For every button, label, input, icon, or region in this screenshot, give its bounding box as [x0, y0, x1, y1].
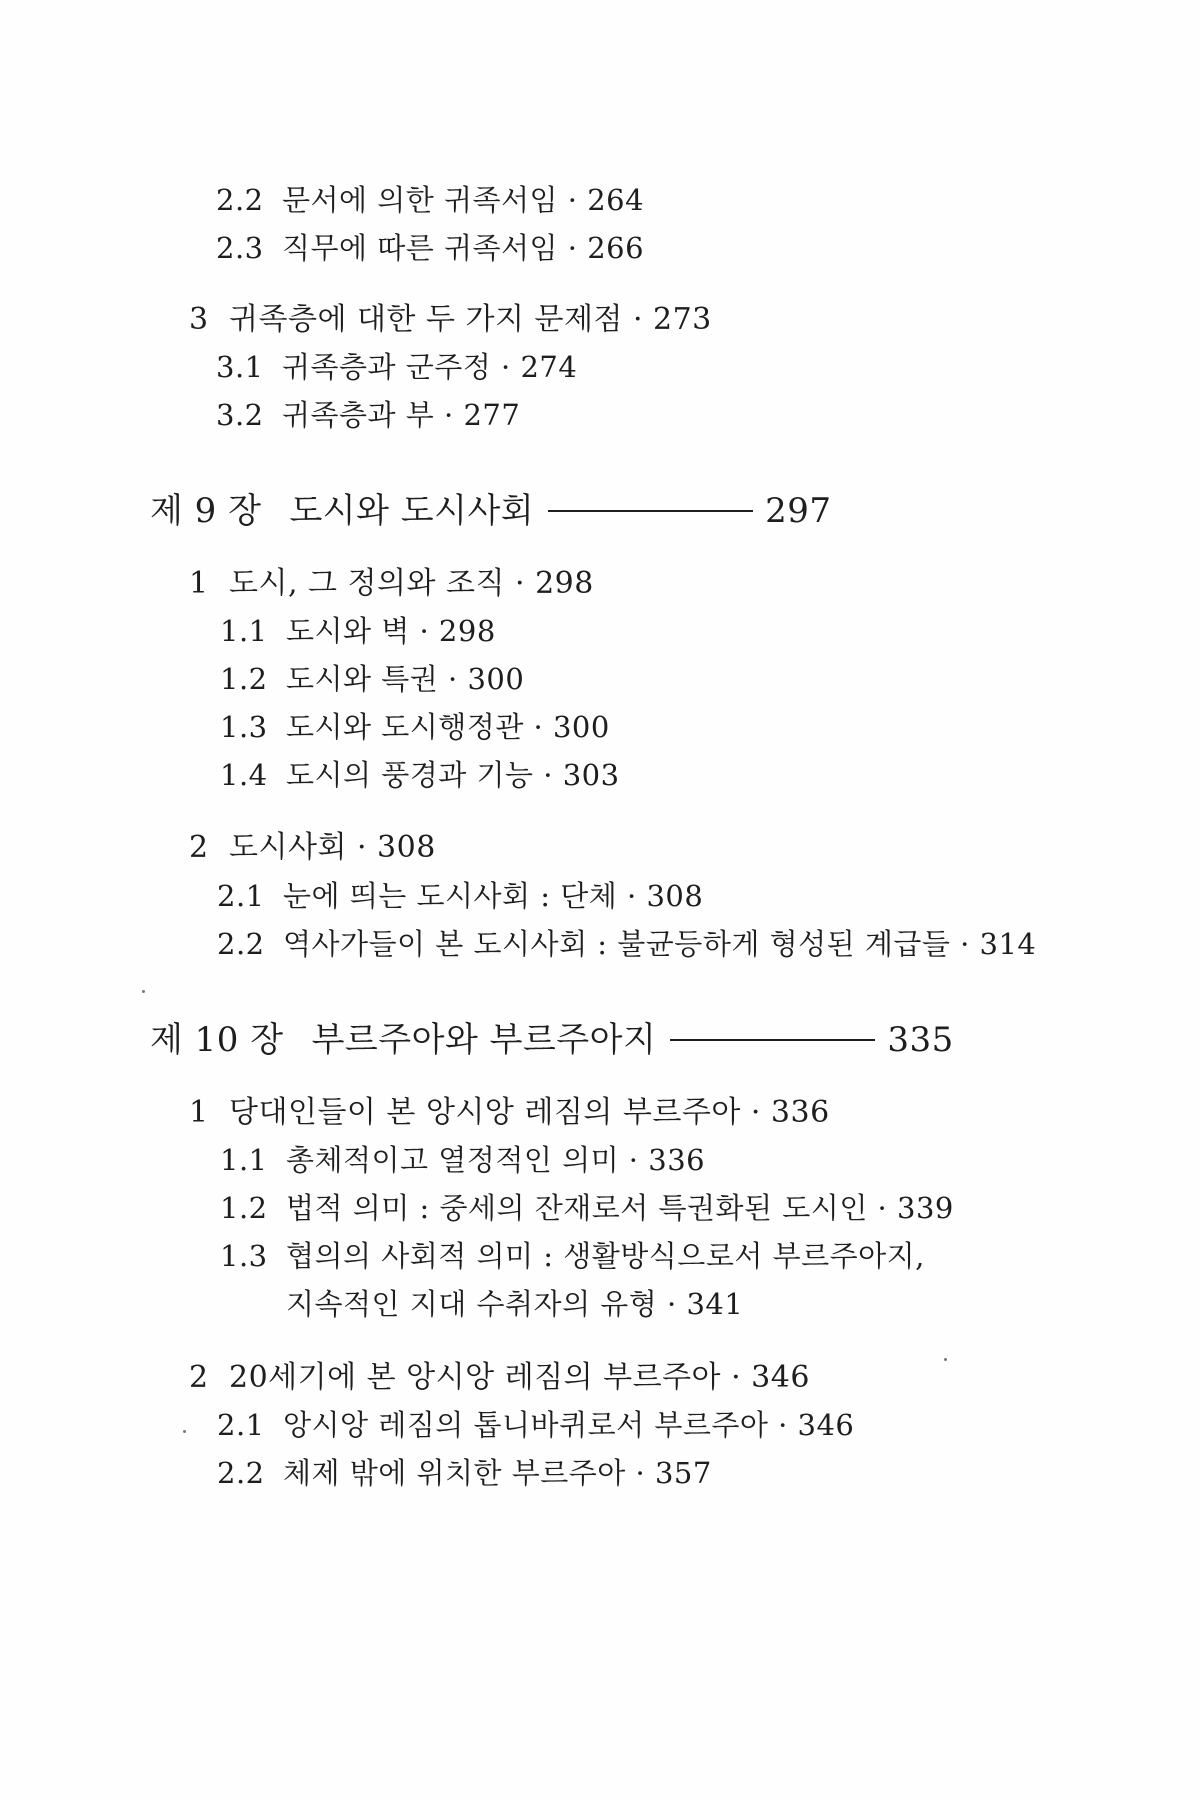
toc-subsection — [220, 710, 610, 744]
subsection-number: 1.4 — [220, 758, 268, 792]
subsection-title: 지속적인 지대 수취자의 유형 · 341 — [286, 1287, 744, 1321]
subsection-title: 역사가들이 본 도시사회 : 불균등하게 형성된 계급들 · 314 — [283, 927, 1037, 961]
subsection-number: 3.1 — [216, 350, 264, 384]
section-title: 도시사회 · 308 — [229, 830, 436, 865]
subsection-number: 1.3 — [220, 1239, 268, 1273]
subsection-title: 도시와 벽 · 298 — [286, 614, 496, 648]
chapter-page: 335 — [887, 1020, 954, 1060]
toc-subsection — [216, 350, 578, 384]
toc-subsection — [220, 758, 620, 792]
toc-subsection — [217, 927, 1037, 961]
subsection-number: 2.1 — [217, 879, 265, 913]
section-number: 2 — [189, 1360, 209, 1395]
subsection-number: 2.3 — [216, 231, 264, 265]
subsection-title: 귀족층과 부 · 277 — [282, 398, 521, 432]
scan-speck — [183, 1430, 186, 1433]
toc-subsection — [220, 1191, 954, 1225]
toc-subsection — [217, 1408, 855, 1442]
subsection-number: 1.2 — [220, 662, 268, 696]
subsection-title: 도시의 풍경과 기능 · 303 — [286, 758, 620, 792]
subsection-number: 2.2 — [217, 1456, 265, 1490]
section-title: 도시, 그 정의와 조직 · 298 — [229, 566, 594, 601]
subsection-number: 1.1 — [220, 1143, 268, 1177]
subsection-title: 체제 밖에 위치한 부르주아 · 357 — [283, 1456, 712, 1490]
subsection-number: 1.1 — [220, 614, 268, 648]
leader-rule — [548, 510, 753, 512]
toc-subsection — [220, 1143, 706, 1177]
chapter-page: 297 — [765, 491, 832, 531]
subsection-title: 법적 의미 : 중세의 잔재로서 특권화된 도시인 · 339 — [286, 1191, 954, 1225]
toc-section — [189, 566, 594, 601]
chapter-title: 도시와 도시사회 — [289, 491, 535, 531]
chapter-label: 제 9 장 — [150, 491, 262, 531]
subsection-title: 총체적이고 열정적인 의미 · 336 — [286, 1143, 706, 1177]
toc-chapter-9 — [150, 491, 832, 531]
section-number: 1 — [189, 1095, 209, 1130]
toc-subsection — [220, 662, 525, 696]
toc-section — [189, 1095, 830, 1130]
subsection-title: 협의의 사회적 의미 : 생활방식으로서 부르주아지, — [286, 1239, 925, 1273]
toc-section — [189, 302, 712, 337]
subsection-title: 도시와 도시행정관 · 300 — [286, 710, 610, 744]
subsection-number: 2.1 — [217, 1408, 265, 1442]
section-title: 20세기에 본 앙시앙 레짐의 부르주아 · 346 — [229, 1360, 810, 1395]
section-title: 귀족층에 대한 두 가지 문제점 · 273 — [229, 302, 712, 337]
section-title: 당대인들이 본 앙시앙 레짐의 부르주아 · 336 — [229, 1095, 830, 1130]
chapter-label: 제 10 장 — [150, 1020, 284, 1060]
toc-subsection-continuation — [286, 1287, 744, 1321]
subsection-title: 눈에 띄는 도시사회 : 단체 · 308 — [283, 879, 704, 913]
toc-chapter-10 — [150, 1020, 954, 1060]
subsection-number: 2.2 — [216, 183, 264, 217]
subsection-title: 직무에 따른 귀족서임 · 266 — [282, 231, 645, 265]
toc-subsection — [216, 231, 645, 265]
subsection-number: 2.2 — [217, 927, 265, 961]
toc-section — [189, 1360, 810, 1395]
subsection-title: 도시와 특권 · 300 — [286, 662, 525, 696]
toc-subsection — [217, 1456, 712, 1490]
subsection-title: 앙시앙 레짐의 톱니바퀴로서 부르주아 · 346 — [283, 1408, 855, 1442]
toc-subsection — [216, 183, 645, 217]
leader-rule — [670, 1039, 875, 1041]
subsection-number: 1.2 — [220, 1191, 268, 1225]
subsection-title: 귀족층과 군주정 · 274 — [282, 350, 578, 384]
chapter-title: 부르주아와 부르주아지 — [311, 1020, 657, 1060]
section-number: 3 — [189, 302, 209, 337]
toc-subsection — [220, 614, 496, 648]
subsection-title: 문서에 의한 귀족서임 · 264 — [282, 183, 645, 217]
toc-subsection — [220, 1239, 925, 1273]
toc-subsection — [217, 879, 704, 913]
scan-speck — [142, 990, 145, 993]
toc-subsection — [216, 398, 521, 432]
toc-section — [189, 830, 436, 865]
scan-speck — [944, 1358, 947, 1361]
section-number: 2 — [189, 830, 209, 865]
section-number: 1 — [189, 566, 209, 601]
subsection-number: 3.2 — [216, 398, 264, 432]
subsection-number: 1.3 — [220, 710, 268, 744]
